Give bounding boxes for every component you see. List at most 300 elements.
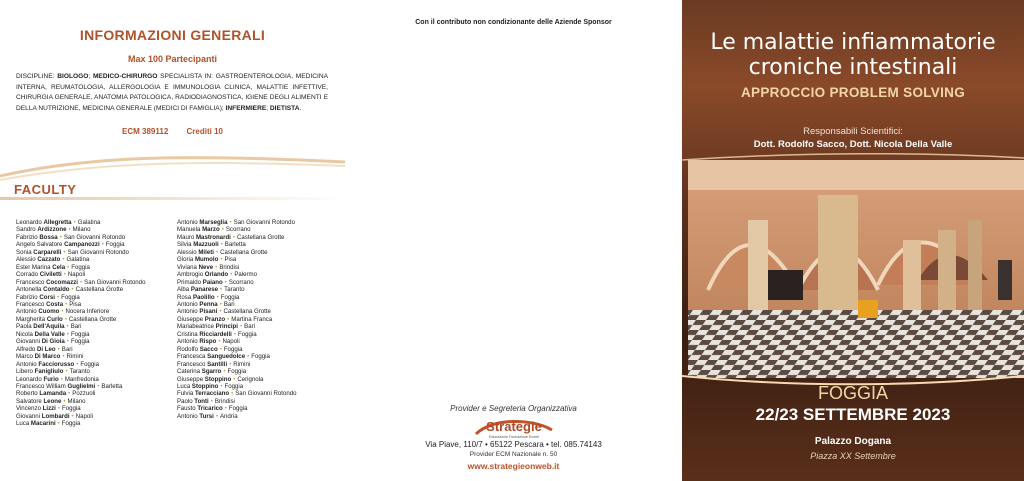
member-city: Napoli	[75, 412, 93, 420]
separator-dot: •	[76, 360, 79, 368]
faculty-member	[177, 234, 297, 241]
member-first-name: Rodolfo	[177, 345, 199, 353]
member-city: Martina Franca	[231, 315, 273, 323]
member-last-name: Tonti	[194, 397, 209, 405]
separator-dot: •	[71, 286, 74, 294]
separator-dot: •	[215, 248, 219, 256]
separator-dot: •	[66, 338, 69, 346]
separator-dot: •	[66, 330, 69, 338]
event-date: 22/23 SETTEMBRE 2023	[755, 405, 951, 424]
member-last-name: Mileti	[198, 248, 214, 256]
member-last-name: Allegretta	[43, 219, 72, 226]
member-city: Castellana Grotte	[68, 315, 117, 323]
member-last-name: Paiano	[202, 278, 223, 286]
cover-title-line2: croniche intestinali	[748, 55, 958, 80]
separator-dot: •	[221, 226, 224, 234]
middle-panel	[345, 0, 682, 481]
separator-dot: •	[223, 368, 226, 376]
faculty-title: FACULTY	[14, 182, 77, 197]
faculty-member	[177, 226, 297, 233]
member-city: Foggia	[70, 338, 90, 346]
member-city: Foggia	[61, 293, 80, 301]
member-city: San Giovanni Rotondo	[63, 233, 126, 241]
faculty-member	[177, 286, 297, 293]
member-city: Foggia	[223, 345, 243, 353]
member-first-name: Francesco	[16, 300, 45, 308]
member-last-name: Contaldo	[43, 286, 70, 294]
member-city: Bari	[70, 323, 82, 331]
faculty-member	[16, 241, 145, 248]
member-last-name: Curlo	[46, 315, 63, 323]
member-first-name: Antonio	[177, 412, 198, 420]
separator-dot: •	[219, 308, 222, 316]
faculty-member	[16, 323, 145, 330]
separator-dot: •	[65, 300, 68, 308]
member-last-name: Santilli	[207, 360, 228, 368]
faculty-member	[16, 271, 145, 278]
event-city: FOGGIA	[817, 383, 888, 403]
member-city: Rimini	[233, 360, 251, 368]
faculty-member	[16, 405, 145, 412]
member-last-name: Di Gioia	[41, 338, 65, 346]
faculty-member	[177, 390, 297, 397]
cover-subtitle: APPROCCIO PROBLEM SOLVING	[740, 85, 965, 100]
provider-ecm-number: Provider ECM Nazionale n. 50	[469, 451, 558, 458]
member-last-name: Facciorusso	[38, 360, 75, 368]
faculty-member	[177, 271, 297, 278]
member-city: Brindisi	[219, 263, 240, 271]
member-last-name: Tursi	[199, 412, 214, 420]
separator-dot: •	[239, 323, 243, 331]
member-last-name: Paolillo	[192, 293, 215, 301]
member-city: Bari	[61, 345, 73, 353]
member-city: Scorrano	[228, 278, 254, 286]
separator-dot: •	[57, 345, 60, 353]
faculty-member	[16, 361, 145, 368]
separator-dot: •	[65, 368, 68, 376]
separator-dot: •	[63, 271, 66, 279]
member-first-name: Giuseppe	[177, 315, 204, 323]
separator-dot: •	[220, 256, 223, 264]
faculty-member	[16, 286, 145, 293]
member-last-name: Tricarico	[197, 405, 223, 413]
member-city: Barletta	[101, 382, 123, 390]
member-city: San Giovanni Rotondo	[67, 248, 129, 256]
member-last-name: Bossa	[39, 233, 58, 241]
faculty-member	[16, 219, 145, 226]
faculty-member	[16, 346, 145, 353]
cover-title-line1: Le malattie infiammatorie	[710, 30, 996, 55]
separator-dot: •	[233, 375, 236, 383]
faculty-member	[177, 308, 297, 315]
separator-dot: •	[231, 390, 234, 398]
member-first-name: Alessio	[16, 256, 36, 264]
resp-names: Dott. Rodolfo Sacco, Dott. Nicola Della Valle	[753, 139, 953, 150]
member-first-name: Cristina	[177, 330, 198, 338]
palazzo-dogana-photo	[688, 160, 1024, 378]
member-last-name: Cuomo	[38, 308, 60, 316]
faculty-member	[16, 256, 145, 263]
faculty-member	[16, 226, 145, 233]
member-city: Foggia	[62, 405, 81, 413]
member-first-name: Antonio	[16, 308, 37, 316]
ecm-code: ECM 389112	[122, 127, 169, 136]
member-first-name: Alba	[177, 286, 190, 294]
member-first-name: Gloria	[177, 256, 194, 264]
separator-dot: •	[230, 271, 233, 279]
separator-dot: •	[210, 397, 213, 405]
separator-dot: •	[56, 293, 60, 301]
separator-dot: •	[219, 300, 222, 308]
member-last-name: Panarese	[190, 286, 219, 294]
faculty-member	[177, 294, 297, 301]
member-first-name: Caterina	[177, 368, 201, 376]
separator-dot: •	[68, 390, 71, 398]
faculty-member	[16, 234, 145, 241]
member-first-name: Primaldo	[177, 278, 202, 286]
member-first-name: Alessio	[177, 248, 197, 256]
member-last-name: Cocomazzi	[46, 278, 78, 286]
member-first-name: Fulvia	[177, 390, 194, 398]
member-city: Castellana Grotte	[237, 233, 285, 241]
separator-dot: •	[80, 278, 83, 286]
member-city: Rimini	[66, 353, 84, 361]
member-first-name: Antonio	[16, 360, 37, 368]
disciplines-text: DISCIPLINE: BIOLOGO; MEDICO-CHIRURGO SPECIALISTA IN: GASTROENTEROLOGIA, MEDICINA INTERNA, REUMATOLOGIA, ALLERGOLOGIA E IMMUNOLOGIA CLINICA, MALATTIE INFETTIVE, CHIRURGIA GENERALE, ANATOMIA PATOLOGICA, RADIODIAGNOSTICA, IGIENE DEGLI ALIMENTI E DELLA NUTRIZIONE, MEDICINA GENERALE (MEDICI DI FAMIGLIA); INFERMIERE; DIETISTA.	[16, 73, 328, 112]
separator-dot: •	[101, 241, 104, 249]
separator-dot: •	[218, 338, 221, 346]
separator-dot: •	[61, 308, 64, 316]
member-city: Napoli	[67, 271, 86, 279]
faculty-member	[177, 346, 297, 353]
faculty-list-col1	[16, 219, 145, 428]
member-first-name: Luca	[16, 420, 30, 428]
member-city: Foggia	[61, 420, 81, 428]
member-first-name: Angelo Salvatore	[16, 241, 63, 249]
member-last-name: Pranzo	[204, 315, 226, 323]
faculty-member	[16, 376, 145, 383]
member-first-name: Paolo	[177, 397, 193, 405]
separator-dot: •	[63, 248, 66, 256]
faculty-member	[16, 420, 145, 427]
member-first-name: Viviana	[177, 263, 197, 271]
separator-dot: •	[67, 263, 70, 271]
member-last-name: Dell'Aquila	[33, 323, 65, 331]
faculty-list-col2	[177, 219, 297, 420]
faculty-member	[16, 264, 145, 271]
faculty-member	[177, 316, 297, 323]
member-first-name: Fausto	[177, 405, 196, 413]
separator-dot: •	[62, 353, 65, 361]
member-last-name: Mumolo	[194, 256, 219, 264]
member-city: Foggia	[228, 405, 248, 413]
faculty-member	[177, 241, 297, 248]
faculty-member	[177, 256, 297, 263]
member-last-name: Macarini	[30, 420, 56, 428]
member-first-name: Francesco	[16, 278, 45, 286]
faculty-member	[16, 294, 145, 301]
member-city: Foggia	[224, 382, 244, 390]
separator-dot: •	[66, 323, 69, 331]
member-last-name: Principi	[215, 323, 238, 331]
member-first-name: Antonio	[177, 300, 198, 308]
separator-dot: •	[233, 330, 237, 338]
member-first-name: Manuela	[177, 226, 201, 234]
member-city: Taranto	[69, 368, 90, 376]
member-last-name: Furio	[43, 375, 59, 383]
separator-dot: •	[229, 219, 232, 226]
member-last-name: Cazzato	[37, 256, 61, 264]
member-last-name: Ardizzone	[37, 226, 67, 234]
member-last-name: Sgarro	[201, 368, 222, 376]
member-last-name: Civiletti	[39, 271, 62, 279]
member-first-name: Mauro	[177, 233, 195, 241]
separator-dot: •	[68, 226, 71, 234]
separator-dot: •	[229, 360, 232, 368]
member-city: Foggia	[251, 353, 270, 361]
member-city: Milano	[67, 397, 86, 405]
member-city: Bari	[244, 323, 255, 331]
faculty-member	[177, 383, 297, 390]
member-last-name: Leone	[43, 397, 62, 405]
faculty-member	[16, 308, 145, 315]
member-city: Castellana Grotte	[223, 308, 271, 316]
member-last-name: Mastronardi	[195, 233, 231, 241]
resp-label: Responsabili Scientifici:	[803, 126, 903, 137]
member-city: San Giovanni Rotondo	[235, 390, 297, 398]
member-first-name: Vincenzo	[16, 405, 41, 413]
faculty-member	[177, 413, 297, 420]
member-last-name: Di Marco	[34, 353, 61, 361]
sponsor-note: Con il contributo non condizionante delle Aziende Sponsor	[415, 19, 612, 26]
faculty-member	[177, 264, 297, 271]
member-first-name: Mariabeatrice	[177, 323, 214, 331]
separator-dot: •	[220, 241, 223, 249]
member-first-name: Libero	[16, 368, 33, 376]
member-city: Foggia	[105, 241, 125, 249]
faculty-member	[177, 301, 297, 308]
member-city: San Giovanni Rotondo	[233, 219, 295, 226]
member-city: Taranto	[224, 286, 245, 294]
separator-dot: •	[73, 219, 76, 226]
member-last-name: Campanozzi	[64, 241, 100, 249]
member-city: Castellana Grotte	[75, 286, 124, 294]
ecm-info	[0, 127, 345, 136]
faculty-member	[177, 219, 297, 226]
member-city: Palermo	[234, 271, 258, 279]
member-city: Foggia	[238, 330, 257, 338]
member-first-name: Antonella	[16, 286, 42, 294]
cover-title	[682, 30, 1024, 80]
separator-dot: •	[215, 263, 218, 271]
member-first-name: Francesca	[177, 353, 206, 361]
separator-dot: •	[224, 405, 227, 413]
member-last-name: Sanguedolce	[207, 353, 246, 361]
member-last-name: Orlando	[204, 271, 229, 279]
separator-dot: •	[215, 412, 218, 420]
member-first-name: Giovanni	[16, 412, 41, 420]
member-first-name: Paola	[16, 323, 32, 331]
member-city: Foggia	[70, 330, 90, 338]
separator-dot: •	[59, 233, 62, 241]
member-city: Napoli	[222, 338, 240, 346]
member-first-name: Antonio	[177, 219, 198, 226]
separator-dot: •	[227, 315, 230, 323]
member-last-name: Della Valle	[34, 330, 65, 338]
member-first-name: Luca	[177, 382, 191, 390]
faculty-member	[177, 279, 297, 286]
member-first-name: Leonardo	[16, 375, 42, 383]
max-participants: Max 100 Partecipanti	[127, 54, 218, 64]
faculty-member	[16, 338, 145, 345]
faculty-member	[177, 249, 297, 256]
member-first-name: Fabrizio	[16, 293, 38, 301]
faculty-member	[177, 361, 297, 368]
faculty-member	[16, 413, 145, 420]
member-last-name: Neve	[198, 263, 214, 271]
faculty-member	[177, 331, 297, 338]
member-first-name: Salvatore	[16, 397, 42, 405]
separator-dot: •	[60, 375, 63, 383]
info-title: INFORMAZIONI GENERALI	[79, 27, 266, 43]
faculty-member	[16, 390, 145, 397]
member-first-name: Silvia	[177, 241, 192, 249]
member-last-name: Stoppino	[191, 382, 219, 390]
separator-dot: •	[57, 405, 61, 413]
member-first-name: Ester Marina	[16, 263, 51, 271]
member-last-name: Ricciardelli	[199, 330, 232, 338]
member-city: Andria	[219, 412, 238, 420]
member-last-name: Lombardi	[41, 412, 70, 420]
event-venue: Palazzo Dogana	[814, 436, 892, 447]
member-city: Pozzuoli	[72, 390, 96, 398]
member-first-name: Antonio	[177, 338, 198, 346]
member-last-name: Rispo	[199, 338, 217, 346]
member-first-name: Leonardo	[16, 219, 42, 226]
member-last-name: Fanigliulo	[34, 368, 64, 376]
member-last-name: Penna	[199, 300, 218, 308]
member-city: Milano	[72, 226, 91, 234]
faculty-member	[177, 338, 297, 345]
venue-address: Piazza XX Settembre	[810, 451, 896, 461]
member-city: Foggia	[80, 360, 100, 368]
member-city: Manfredonia	[64, 375, 99, 383]
member-city: Foggia	[71, 263, 90, 271]
member-first-name: Alfredo	[16, 345, 36, 353]
member-last-name: Pisani	[199, 308, 218, 316]
member-last-name: Lizzi	[42, 405, 56, 413]
member-city: Barletta	[224, 241, 246, 249]
faculty-member	[177, 376, 297, 383]
member-last-name: Sacco	[199, 345, 218, 353]
separator-dot: •	[97, 382, 100, 390]
faculty-member	[177, 353, 297, 360]
faculty-member	[177, 398, 297, 405]
separator-dot: •	[216, 293, 219, 301]
member-last-name: Carparelli	[33, 248, 62, 256]
member-city: Castellana Grotte	[220, 248, 268, 256]
member-last-name: Corsi	[39, 293, 55, 301]
faculty-member	[177, 405, 297, 412]
member-city: Cerignola	[237, 375, 264, 383]
member-first-name: Nicola	[16, 330, 33, 338]
member-last-name: Mazzuoli	[193, 241, 219, 249]
faculty-member	[16, 398, 145, 405]
member-first-name: Rosa	[177, 293, 192, 301]
faculty-member	[16, 279, 145, 286]
member-city: Foggia	[220, 293, 240, 301]
separator-dot: •	[64, 315, 67, 323]
separator-dot: •	[220, 286, 223, 294]
member-last-name: Lamanda	[39, 390, 67, 398]
provider-address: Via Piave, 110/7 • 65122 Pescara • tel. 085.74143	[425, 440, 602, 449]
member-first-name: Antonio	[177, 308, 198, 316]
website-link[interactable]: www.strategieonweb.it	[467, 461, 560, 471]
member-first-name: Corrado	[16, 271, 39, 279]
separator-dot: •	[247, 353, 250, 361]
member-city: Galatina	[66, 256, 90, 264]
member-first-name: Marco	[16, 353, 33, 361]
member-city: Foggia	[227, 368, 247, 376]
member-first-name: Sandro	[16, 226, 36, 234]
logo-text: Strategie	[486, 419, 542, 434]
faculty-member	[16, 316, 145, 323]
ecm-credits: Crediti 10	[186, 127, 223, 136]
faculty-underline	[0, 197, 345, 200]
faculty-member	[16, 249, 145, 256]
separator-dot: •	[220, 382, 223, 390]
member-first-name: Sonia	[16, 248, 32, 256]
member-last-name: Guglielmi	[67, 382, 96, 390]
member-first-name: Margherita	[16, 315, 46, 323]
member-city: Nocera Inferiore	[65, 308, 110, 316]
member-first-name: Roberto	[16, 390, 38, 398]
member-city: Galatina	[77, 219, 101, 226]
member-last-name: Costa	[46, 300, 64, 308]
member-city: Pisa	[69, 300, 82, 308]
faculty-member	[177, 368, 297, 375]
provider-label: Provider e Segreteria Organizzativa	[450, 404, 577, 413]
strategie-logo	[472, 416, 556, 440]
member-city: San Giovanni Rotondo	[84, 278, 146, 286]
member-city: Pisa	[224, 256, 237, 264]
member-first-name: Ambrogio	[177, 271, 204, 279]
member-first-name: Giovanni	[16, 338, 41, 346]
member-first-name: Giuseppe	[177, 375, 204, 383]
separator-dot: •	[232, 233, 236, 241]
separator-dot: •	[63, 397, 66, 405]
member-last-name: Di Leo	[37, 345, 56, 353]
member-last-name: Stoppino	[204, 375, 232, 383]
member-first-name: Fabrizio	[16, 233, 38, 241]
cover-panel	[682, 0, 1024, 481]
member-city: Brindisi	[214, 397, 235, 405]
member-last-name: Marzo	[202, 226, 220, 234]
separator-dot: •	[62, 256, 65, 264]
member-first-name: Francesco William	[16, 382, 66, 390]
separator-dot: •	[219, 345, 222, 353]
member-city: Bari	[223, 300, 235, 308]
faculty-member	[16, 368, 145, 375]
member-city: Scorrano	[225, 226, 251, 234]
faculty-member	[16, 331, 145, 338]
member-last-name: Cela	[52, 263, 66, 271]
separator-dot: •	[224, 278, 227, 286]
member-first-name: Francesco	[177, 360, 206, 368]
faculty-member	[177, 323, 297, 330]
logo-subtext: Educazione Formazione Eventi	[489, 435, 539, 439]
faculty-member	[16, 301, 145, 308]
